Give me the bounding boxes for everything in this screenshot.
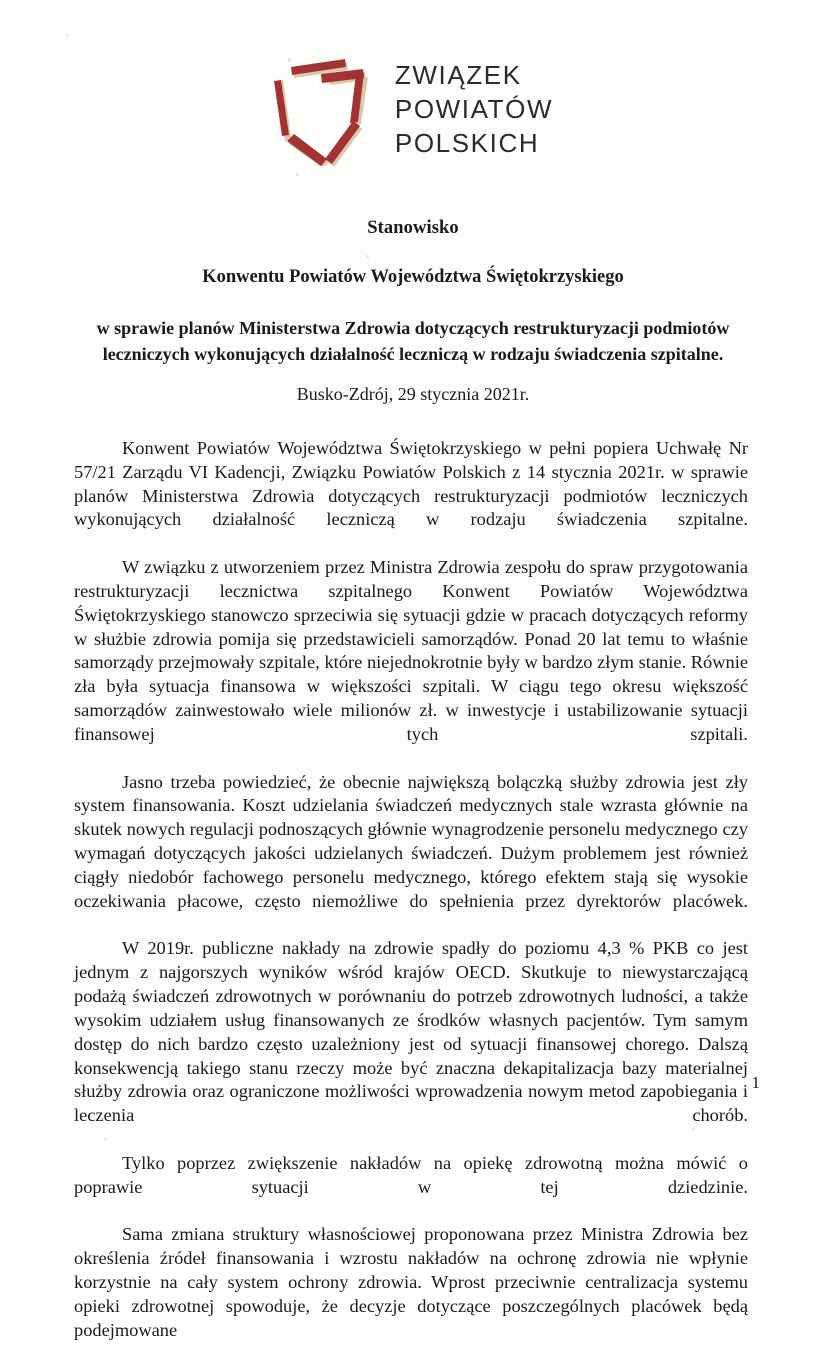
document-description: w sprawie planów Ministerstwa Zdrowia dotyczących restrukturyzacji podmiotów leczniczych wykonujących działalność leczniczą w rodzaju świadczenia szpitalne. (96, 318, 730, 364)
body-paragraph: W 2019r. publiczne nakłady na zdrowie spadły do poziomu 4,3 % PKB co jest jednym z najgorszych wyników wśród krajów OECD. Skutkuje to niewystarczającą podażą świadczeń zdrowotnych w porównaniu do potrzeb zdrowotnych ludności, a także wysokim udziałem usług finansowanych ze środków własnych pacjentów. Tym samym dostęp do nich bardzo często uzależniony jest od sytuacji finansowej chorego. Dalszą konsekwencją takiego stanu rzeczy może być znaczna dekapitalizacja bazy materialnej służby zdrowia oraz ograniczone możliwości wprowadzenia nowym metod zapobiegania i leczenia chorób. (74, 938, 748, 1126)
logo-word-line-1: ZWIĄZEK (394, 60, 522, 91)
body-paragraph: Tylko poprzez zwiększenie nakładów na opiekę zdrowotną można mówić o poprawie sytuacji w tej dziedzinie. (74, 1152, 748, 1197)
shield-mark-icon (265, 54, 377, 166)
logo-wordmark (395, 59, 553, 160)
page-number: 1 (751, 1073, 760, 1092)
logo-word-line-3: POLSKICH (394, 127, 540, 158)
organization-logo (0, 54, 818, 166)
dateline: Busko-Zdrój, 29 stycznia 2021r. (296, 384, 530, 404)
logo-word-line-2: POWIATÓW (394, 94, 554, 125)
body-paragraph: W związku z utworzeniem przez Ministra Zdrowia zespołu do spraw przygotowania restrukturyzacji lecznictwa szpitalnego Konwent Powiatów Województwa Świętokrzyskiego stanowczo sprzeciwia się sytuacji gdzie w pracach dotyczących reformy w służbie zdrowia pomija się przedstawicieli samorządów. Ponad 20 lat temu to właśnie samorządy przejmowały szpitale, które niejednokrotnie były w bardzo złym stanie. Równie zła była sytuacja finansowa w większości szpitali. W ciągu tego okresu większość samorządów zainwestowało wiele milionów zł. w inwestycje i ustabilizowanie sytuacji finansowej tych szpitali. (74, 557, 748, 744)
document-body (74, 437, 748, 1366)
document-heading-block (78, 216, 748, 367)
body-paragraph: Sama zmiana struktury własnościowej proponowana przez Ministra Zdrowia bez określenia źródeł finansowania i wzrostu nakładów na ochronę zdrowia nie wpłynie korzystnie na cały system ochrony zdrowia. Wprost przeciwnie centralizacja systemu opieki zdrowotnej spowoduje, że decyzje dotyczące poszczególnych placówek będą podejmowane (74, 1224, 748, 1340)
body-paragraph: Jasno trzeba powiedzieć, że obecnie największą bolączką służby zdrowia jest zły system finansowania. Koszt udzielania świadczeń medycznych stale wzrasta głównie na skutek nowych regulacji podnoszących głównie wynagrodzenie personelu medycznego czy wymagań dotyczących jakości udzielanych świadczeń. Dużym problemem jest również ciągły niedobór fachowego personelu medycznego, którego efektem stają się wysokie oczekiwania płacowe, często niemożliwe do spełnienia przez dyrektorów placówek. (74, 771, 748, 911)
document-title: Stanowisko (367, 218, 459, 238)
document-subject: Konwentu Powiatów Województwa Świętokrzyskiego (202, 267, 624, 288)
scan-speck (66, 34, 69, 37)
scan-speck (296, 173, 299, 176)
body-paragraph: Konwent Powiatów Województwa Świętokrzyskiego w pełni popiera Uchwałę Nr 57/21 Zarządu VI Kadencji, Związku Powiatów Polskich z 14 stycznia 2021r. w sprawie planów Ministerstwa Zdrowia dotyczących restrukturyzacji podmiotów leczniczych wykonujących działalność leczniczą w rodzaju świadczenia szpitalne. (74, 438, 748, 530)
